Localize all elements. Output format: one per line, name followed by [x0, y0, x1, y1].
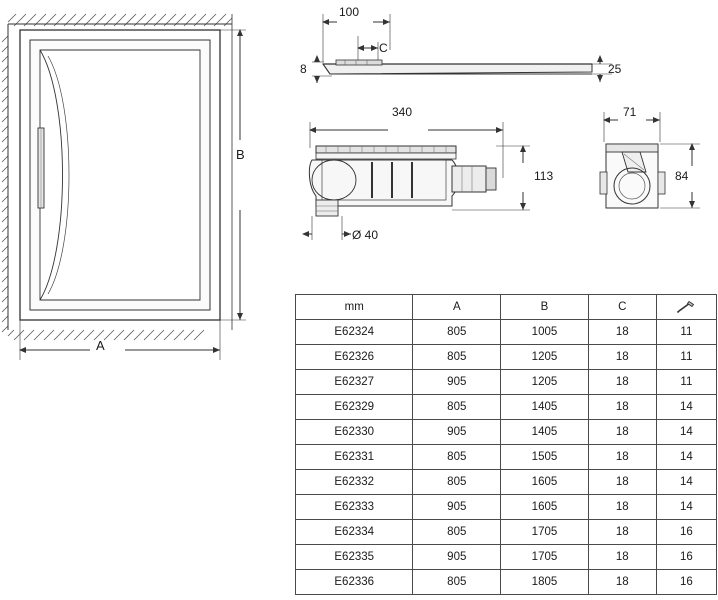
- row-c: 18: [588, 370, 656, 395]
- row-b: 1605: [501, 495, 589, 520]
- table-row: [296, 320, 717, 345]
- trap-dim-113: 113: [534, 169, 554, 183]
- row-d: 11: [656, 320, 716, 345]
- row-c: 18: [588, 445, 656, 470]
- row-code: E62330: [296, 420, 413, 445]
- row-code: E62324: [296, 320, 413, 345]
- row-b: 1405: [501, 395, 589, 420]
- row-code: E62334: [296, 520, 413, 545]
- trap-dim-340: 340: [392, 105, 413, 119]
- row-d: 16: [656, 570, 716, 595]
- row-a: 905: [413, 420, 501, 445]
- row-c: 18: [588, 570, 656, 595]
- row-code: E62335: [296, 545, 413, 570]
- table-row: [296, 520, 717, 545]
- table-header-row: [296, 295, 717, 320]
- row-a: 805: [413, 470, 501, 495]
- row-b: 1805: [501, 570, 589, 595]
- row-code: E62336: [296, 570, 413, 595]
- side-dim-71: 71: [623, 105, 637, 119]
- table-row: [296, 470, 717, 495]
- header-a: A: [413, 295, 501, 320]
- row-c: 18: [588, 495, 656, 520]
- row-code: E62327: [296, 370, 413, 395]
- table-row: [296, 570, 717, 595]
- row-code: E62333: [296, 495, 413, 520]
- row-c: 18: [588, 320, 656, 345]
- row-d: 14: [656, 470, 716, 495]
- specification-table: [295, 294, 717, 595]
- table-row: [296, 420, 717, 445]
- row-c: 18: [588, 545, 656, 570]
- row-b: 1405: [501, 420, 589, 445]
- row-c: 18: [588, 420, 656, 445]
- table-row: [296, 370, 717, 395]
- trap-dim-diameter: Ø 40: [352, 228, 379, 242]
- row-b: 1205: [501, 370, 589, 395]
- row-b: 1505: [501, 445, 589, 470]
- row-code: E62331: [296, 445, 413, 470]
- row-a: 805: [413, 520, 501, 545]
- row-d: 14: [656, 420, 716, 445]
- row-a: 805: [413, 395, 501, 420]
- row-code: E62329: [296, 395, 413, 420]
- row-a: 905: [413, 545, 501, 570]
- row-a: 905: [413, 495, 501, 520]
- plan-dim-a-label: A: [96, 338, 105, 353]
- table-row: [296, 395, 717, 420]
- row-d: 11: [656, 370, 716, 395]
- row-c: 18: [588, 470, 656, 495]
- section-dim-100: 100: [339, 5, 360, 19]
- header-mm: mm: [296, 295, 413, 320]
- row-c: 18: [588, 345, 656, 370]
- screw-icon: [656, 295, 716, 320]
- row-d: 16: [656, 545, 716, 570]
- row-b: 1205: [501, 345, 589, 370]
- section-dim-8: 8: [300, 62, 307, 76]
- row-d: 14: [656, 445, 716, 470]
- row-d: 16: [656, 520, 716, 545]
- row-code: E62326: [296, 345, 413, 370]
- table-row: [296, 545, 717, 570]
- row-a: 905: [413, 370, 501, 395]
- table-row: [296, 445, 717, 470]
- section-dim-25: 25: [608, 62, 622, 76]
- header-c: C: [588, 295, 656, 320]
- table-body: [296, 320, 717, 595]
- header-b: B: [501, 295, 589, 320]
- row-c: 18: [588, 395, 656, 420]
- row-a: 805: [413, 345, 501, 370]
- row-d: 14: [656, 395, 716, 420]
- row-d: 11: [656, 345, 716, 370]
- row-a: 805: [413, 320, 501, 345]
- row-d: 14: [656, 495, 716, 520]
- table-row: [296, 345, 717, 370]
- section-dim-c: C: [379, 41, 388, 55]
- row-b: 1705: [501, 520, 589, 545]
- row-b: 1605: [501, 470, 589, 495]
- row-b: 1005: [501, 320, 589, 345]
- table-row: [296, 495, 717, 520]
- row-b: 1705: [501, 545, 589, 570]
- side-dim-84: 84: [675, 169, 689, 183]
- row-a: 805: [413, 445, 501, 470]
- row-a: 805: [413, 570, 501, 595]
- plan-dim-b-label: B: [236, 147, 245, 162]
- row-code: E62332: [296, 470, 413, 495]
- row-c: 18: [588, 520, 656, 545]
